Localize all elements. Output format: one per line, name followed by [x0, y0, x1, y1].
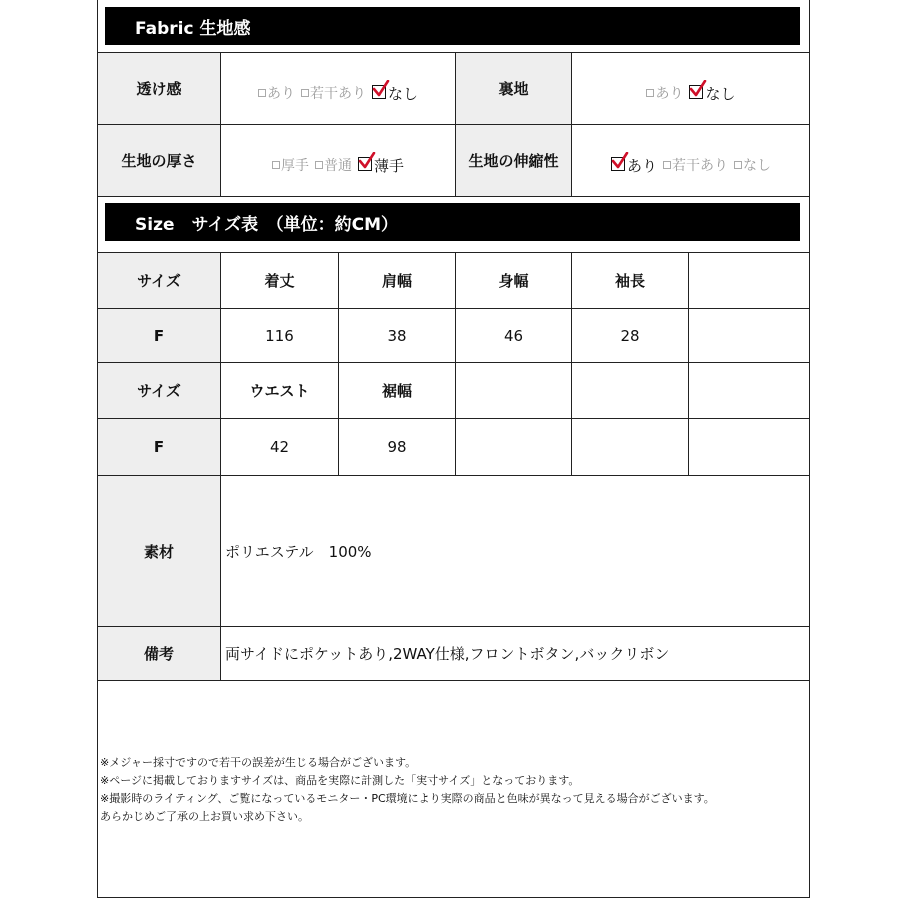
cell-length: 116: [265, 326, 294, 345]
option-label: 厚手: [280, 158, 309, 174]
divider: [688, 252, 689, 475]
option-label: なし: [743, 158, 771, 174]
remarks-value: 両サイドにポケットあり,2WAY仕様,フロントボタン,バックリボン: [225, 645, 670, 663]
option-unchecked: [646, 83, 683, 103]
col-header-shoulder: 肩幅: [381, 272, 412, 290]
col-header-waist: ウエスト: [249, 382, 310, 400]
cell-sleeve: 28: [620, 326, 640, 345]
option-checked: [611, 155, 657, 176]
option-label: 薄手: [373, 156, 404, 175]
fabric-header: Fabric 生地感: [105, 7, 800, 45]
col-header-sleeve: 袖長: [614, 272, 645, 290]
size-label: サイズ: [98, 253, 220, 308]
checkmark-icon: [372, 85, 386, 99]
options-stretch: [572, 134, 810, 196]
option-checked: [372, 83, 418, 104]
option-label: あり: [266, 86, 295, 102]
option-label: あり: [626, 156, 657, 175]
option-checked: [689, 83, 735, 104]
option-label: なし: [387, 84, 418, 103]
option-label: 普通: [323, 158, 352, 174]
label-lining: 裏地: [456, 53, 571, 124]
note-line: ※撮影時のライティング、ご覧になっているモニター・PC環境により実際の商品と色味が異なって見える場合がございます。: [100, 792, 715, 805]
col-header-chest: 身幅: [498, 272, 529, 290]
options-transparency: [221, 62, 455, 124]
options-thickness: [221, 134, 455, 196]
size-value-label: F: [98, 309, 220, 362]
divider: [220, 475, 221, 680]
label-transparency: 透け感: [98, 53, 220, 124]
divider: [97, 680, 810, 681]
label-thickness: 生地の厚さ: [98, 125, 220, 196]
option-checked: [358, 155, 404, 176]
option-label: なし: [705, 84, 736, 103]
checkmark-icon: [689, 85, 703, 99]
option-label: 若干あり: [309, 86, 366, 102]
checkmark-icon: [611, 157, 625, 171]
cell-hem: 98: [387, 438, 407, 456]
option-unchecked: [663, 155, 728, 175]
option-label: あり: [655, 86, 684, 102]
cell-shoulder: 38: [387, 326, 407, 345]
cell-waist: 42: [269, 438, 290, 456]
note-line: ※ページに掲載しておりますサイズは、商品を実際に計測した「実寸サイズ」となっております。: [100, 774, 580, 787]
size-label: サイズ: [98, 363, 220, 418]
checkmark-icon: [358, 157, 372, 171]
material-value: ポリエステル 100%: [225, 543, 372, 561]
option-unchecked: [272, 155, 309, 175]
note-line: あらかじめご了承の上お買い求め下さい。: [100, 810, 309, 823]
remarks-label: 備考: [98, 627, 220, 680]
checkbox-empty-icon: [734, 161, 742, 169]
cell-chest: 46: [503, 326, 524, 345]
material-label: 素材: [98, 476, 220, 626]
checkbox-empty-icon: [646, 89, 654, 97]
note-line: ※メジャー採寸ですので若干の誤差が生じる場合がございます。: [100, 756, 417, 769]
checkbox-empty-icon: [258, 89, 266, 97]
option-unchecked: [301, 83, 366, 103]
option-unchecked: [734, 155, 771, 175]
col-header-hem: 裾幅: [381, 382, 412, 400]
size-header: Size サイズ表 （単位：約CM）: [105, 203, 800, 241]
checkbox-empty-icon: [272, 161, 280, 169]
options-lining: [572, 62, 810, 124]
divider: [97, 196, 810, 197]
col-header-length: 着丈: [264, 272, 295, 290]
checkbox-empty-icon: [315, 161, 323, 169]
label-stretch: 生地の伸縮性: [456, 125, 571, 196]
checkbox-empty-icon: [301, 89, 309, 97]
checkbox-empty-icon: [663, 161, 671, 169]
option-unchecked: [258, 83, 295, 103]
size-value-label: F: [98, 419, 220, 475]
option-unchecked: [315, 155, 352, 175]
option-label: 若干あり: [672, 158, 728, 174]
